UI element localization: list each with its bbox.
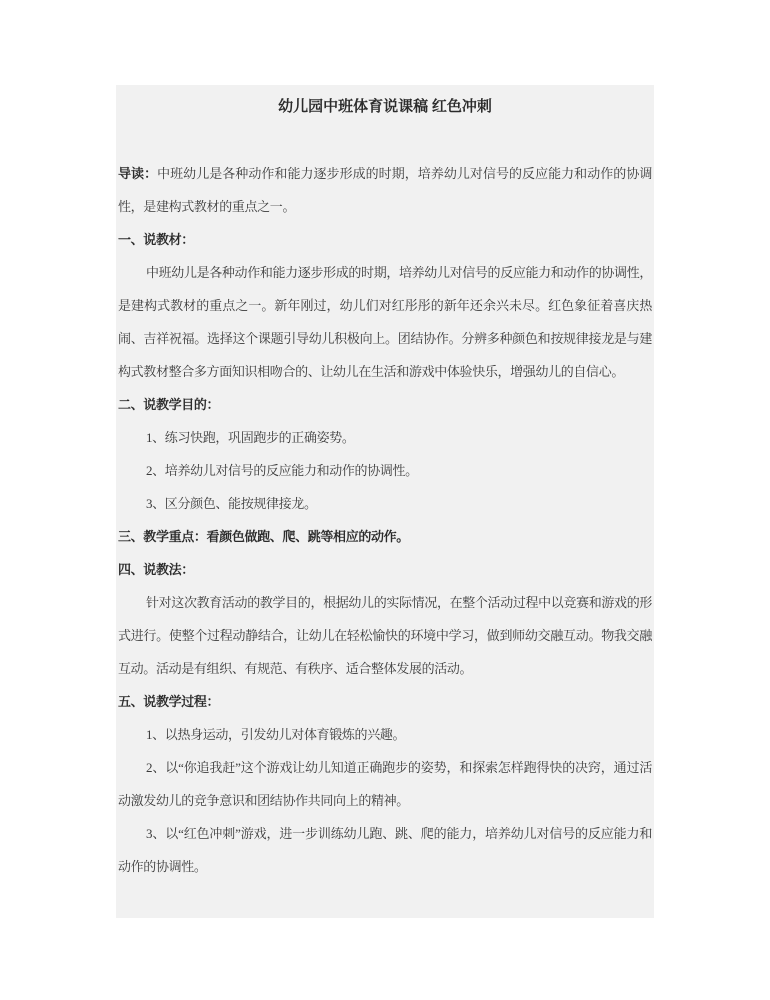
text-run: 四、说教法：: [118, 562, 194, 577]
text-run: 针对这次教育活动的教学目的，根据幼儿的实际情况，在整个活动过程中以竞赛和游戏的形式进行。使整个过程动静结合，让幼儿在轻松愉快的环境中学习，做到师幼交融互动。物我交融互动。活动是有组织、有规范、有秩序、适合整体发展的活动。: [118, 595, 653, 676]
list-item: [118, 817, 652, 883]
text-run: 1、以热身运动，引发幼儿对体育锻炼的兴趣。: [146, 727, 406, 742]
section-heading: [118, 553, 652, 586]
list-item: [118, 454, 652, 487]
text-run: 五、说教学过程：: [118, 694, 220, 709]
text-run: 2、以“你追我赶”这个游戏让幼儿知道正确跑步的姿势，和探索怎样跑得快的决窍，通过活动激发幼儿的竞争意识和团结协作共同向上的精神。: [118, 760, 652, 808]
list-item: [118, 751, 652, 817]
section-heading: [118, 685, 652, 718]
document-blocks: [118, 124, 652, 883]
text-run: 2、培养幼儿对信号的反应能力和动作的协调性。: [146, 463, 418, 478]
lead-label: 导读：: [118, 166, 158, 181]
paragraph: [118, 256, 652, 388]
text-run: 3、区分颜色、能按规律接龙。: [146, 496, 317, 511]
list-item: [118, 421, 652, 454]
text-run: 中班幼儿是各种动作和能力逐步形成的时期，培养幼儿对信号的反应能力和动作的协调性，是建构式教材的重点之一。: [118, 166, 653, 214]
section-heading: [118, 520, 652, 553]
paragraph: [118, 586, 652, 685]
document-title: 幼儿园中班体育说课稿 红色冲刺: [278, 99, 492, 115]
list-item: [118, 487, 652, 520]
document-page: [116, 85, 654, 918]
text-run: 1、练习快跑，巩固跑步的正确姿势。: [146, 430, 355, 445]
list-item: [118, 718, 652, 751]
lead-paragraph: [118, 157, 652, 223]
blank-line: [118, 124, 652, 157]
text-run: 中班幼儿是各种动作和能力逐步形成的时期，培养幼儿对信号的反应能力和动作的协调性，是建构式教材的重点之一。新年刚过，幼儿们对红彤彤的新年还余兴未尽。红色象征着喜庆热闹、吉祥祝福。选择这个课题引导幼儿积极向上。团结协作。分辨多种颜色和按规律接龙是与建构式教材整合多方面知识相吻合的、让幼儿在生活和游戏中体验快乐，增强幼儿的自信心。: [118, 265, 653, 379]
text-run: 三、教学重点：看颜色做跑、爬、跳等相应的动作。: [118, 529, 409, 544]
section-heading: [118, 223, 652, 256]
text-run: 一、说教材：: [118, 232, 194, 247]
section-heading: [118, 388, 652, 421]
text-run: 3、以“红色冲刺”游戏，进一步训练幼儿跑、跳、爬的能力，培养幼儿对信号的反应能力和动作的协调性。: [118, 826, 652, 874]
text-run: 二、说教学目的：: [118, 397, 220, 412]
